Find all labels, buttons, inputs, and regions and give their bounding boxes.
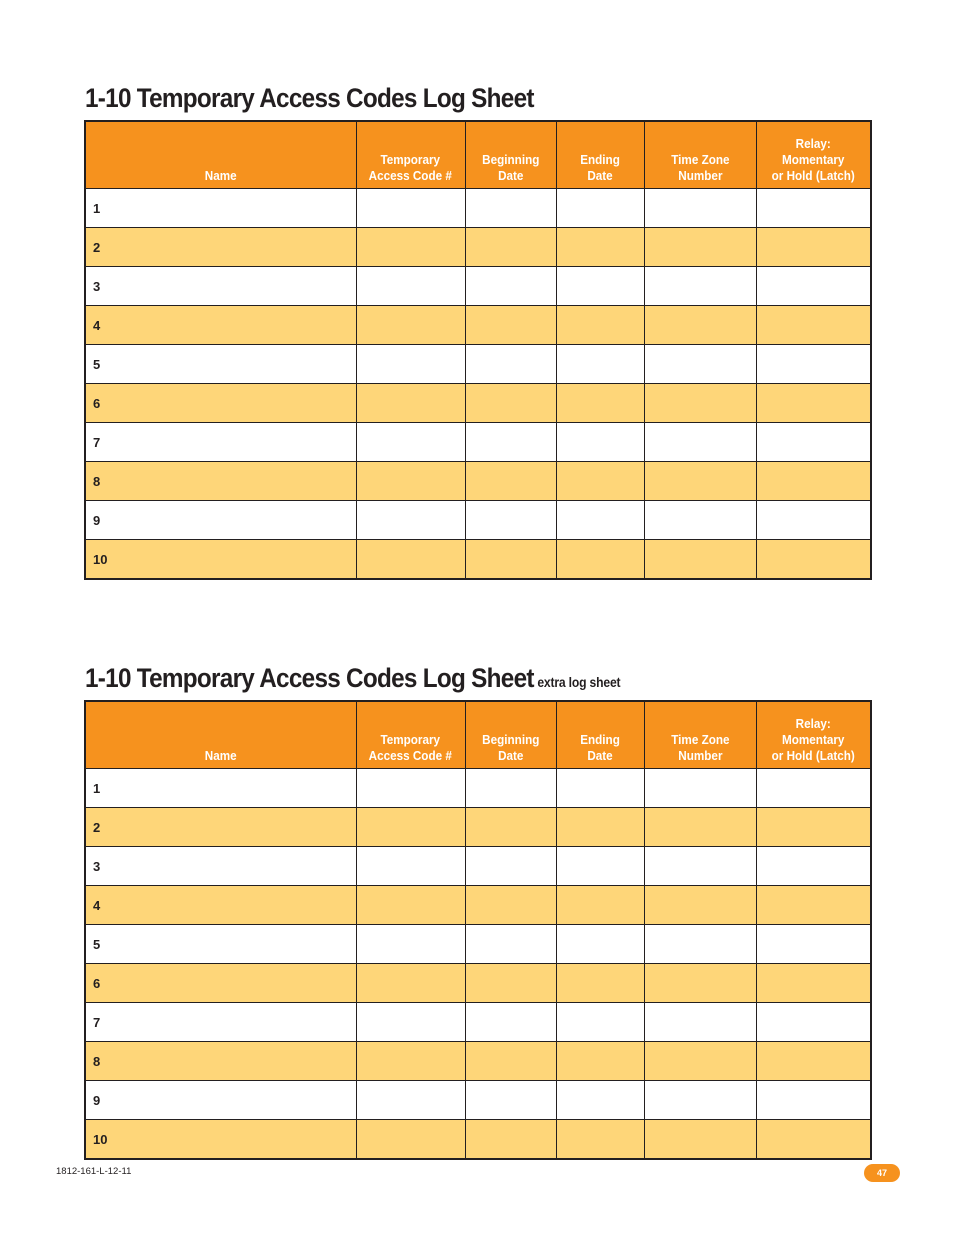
table-cell (465, 1081, 556, 1120)
table-cell (465, 1003, 556, 1042)
table-cell (465, 267, 556, 306)
table-row (85, 228, 871, 267)
table-cell (556, 964, 644, 1003)
sheet-subtitle: extra log sheet (537, 675, 621, 690)
table-cell (644, 345, 756, 384)
table-cell (756, 964, 871, 1003)
table-cell (465, 345, 556, 384)
table-row (85, 501, 871, 540)
table-cell (356, 462, 465, 501)
table-cell (644, 540, 756, 580)
table-cell (465, 886, 556, 925)
column-header-label: Relay: Momentary or Hold (Latch) (771, 716, 855, 763)
column-header (85, 701, 356, 769)
table-cell (356, 808, 465, 847)
table-cell (556, 384, 644, 423)
table-cell (556, 808, 644, 847)
table-cell (644, 1120, 756, 1160)
table-cell (644, 847, 756, 886)
table-cell (556, 769, 644, 808)
table-row (85, 462, 871, 501)
table-cell (644, 886, 756, 925)
table-row (85, 423, 871, 462)
row-number: 2 (85, 808, 356, 847)
table-cell (756, 462, 871, 501)
table-cell (644, 189, 756, 228)
table-cell (356, 384, 465, 423)
table-row (85, 384, 871, 423)
row-number: 10 (85, 540, 356, 580)
table-cell (465, 462, 556, 501)
table-row (85, 1042, 871, 1081)
table-cell (556, 423, 644, 462)
log-table-extra (84, 700, 872, 1160)
column-header (356, 701, 465, 769)
table-row (85, 808, 871, 847)
header-row (85, 121, 871, 189)
column-header-label: Temporary Access Code # (368, 152, 453, 183)
column-header (556, 121, 644, 189)
column-header-label: Name (204, 748, 237, 763)
table-row (85, 886, 871, 925)
table-cell (356, 1120, 465, 1160)
column-header-label: Temporary Access Code # (368, 732, 453, 763)
table-row (85, 267, 871, 306)
column-header-label: Beginning Date (481, 152, 540, 183)
table-cell (556, 886, 644, 925)
row-number: 7 (85, 423, 356, 462)
table-cell (556, 345, 644, 384)
table-cell (465, 189, 556, 228)
table-row (85, 345, 871, 384)
table-cell (644, 1042, 756, 1081)
table-cell (556, 1003, 644, 1042)
table-cell (356, 964, 465, 1003)
table-cell (756, 1042, 871, 1081)
column-header-label: Time Zone Number (670, 732, 730, 763)
table-cell (465, 540, 556, 580)
column-header-label: Ending Date (580, 732, 620, 763)
row-number: 5 (85, 345, 356, 384)
table-row (85, 925, 871, 964)
table-cell (356, 540, 465, 580)
table-row (85, 964, 871, 1003)
table-cell (465, 306, 556, 345)
column-header-label: Beginning Date (481, 732, 540, 763)
table-cell (644, 384, 756, 423)
column-header (644, 701, 756, 769)
table-cell (356, 501, 465, 540)
row-number: 4 (85, 886, 356, 925)
table-cell (465, 925, 556, 964)
table-row (85, 306, 871, 345)
table-cell (756, 267, 871, 306)
column-header-label: Ending Date (580, 152, 620, 183)
table-cell (465, 847, 556, 886)
row-number: 7 (85, 1003, 356, 1042)
table-cell (644, 462, 756, 501)
table-cell (356, 769, 465, 808)
table-row (85, 1003, 871, 1042)
table-cell (556, 189, 644, 228)
table-cell (556, 1042, 644, 1081)
document-code: 1812-161-L-12-11 (56, 1166, 132, 1177)
table-cell (644, 808, 756, 847)
table-cell (556, 228, 644, 267)
table-cell (756, 847, 871, 886)
table-cell (356, 267, 465, 306)
sheet-title-text: 1-10 Temporary Access Codes Log Sheet (85, 663, 534, 693)
table-cell (356, 423, 465, 462)
table-row (85, 189, 871, 228)
column-header (756, 121, 871, 189)
table-cell (756, 228, 871, 267)
table-cell (556, 925, 644, 964)
table-cell (465, 964, 556, 1003)
log-sheet-title (85, 82, 534, 114)
column-header-label: Name (204, 168, 237, 183)
table-row (85, 540, 871, 580)
table-cell (556, 1081, 644, 1120)
row-number: 2 (85, 228, 356, 267)
table-cell (556, 847, 644, 886)
row-number: 3 (85, 267, 356, 306)
table-cell (756, 925, 871, 964)
table-cell (756, 808, 871, 847)
table-cell (356, 1081, 465, 1120)
table-cell (756, 306, 871, 345)
column-header-label: Time Zone Number (670, 152, 730, 183)
column-header (644, 121, 756, 189)
table-cell (356, 306, 465, 345)
table-cell (756, 1003, 871, 1042)
row-number: 1 (85, 189, 356, 228)
table-cell (644, 423, 756, 462)
log-table (84, 120, 872, 580)
table-cell (465, 423, 556, 462)
table-cell (756, 1120, 871, 1160)
table-cell (465, 808, 556, 847)
table-cell (465, 228, 556, 267)
table-cell (356, 886, 465, 925)
table-cell (356, 925, 465, 964)
table-cell (644, 1003, 756, 1042)
row-number: 9 (85, 501, 356, 540)
column-header (465, 701, 556, 769)
row-number: 4 (85, 306, 356, 345)
table-cell (356, 228, 465, 267)
table-cell (644, 925, 756, 964)
row-number: 8 (85, 1042, 356, 1081)
table-row (85, 769, 871, 808)
table-cell (556, 267, 644, 306)
table-row (85, 847, 871, 886)
table-cell (356, 1003, 465, 1042)
table-cell (756, 345, 871, 384)
log-sheet-title-extra (85, 662, 620, 699)
table-cell (465, 1120, 556, 1160)
table-cell (756, 886, 871, 925)
row-number: 6 (85, 964, 356, 1003)
table-cell (644, 501, 756, 540)
table-cell (465, 384, 556, 423)
table-cell (356, 189, 465, 228)
row-number: 1 (85, 769, 356, 808)
row-number: 8 (85, 462, 356, 501)
page-number-badge: 47 (864, 1164, 900, 1182)
header-row (85, 701, 871, 769)
table-cell (556, 501, 644, 540)
table-row (85, 1081, 871, 1120)
row-number: 10 (85, 1120, 356, 1160)
table-row (85, 1120, 871, 1160)
table-cell (644, 964, 756, 1003)
table-cell (465, 1042, 556, 1081)
table-cell (556, 306, 644, 345)
table-cell (556, 462, 644, 501)
table-cell (356, 1042, 465, 1081)
table-cell (644, 267, 756, 306)
row-number: 6 (85, 384, 356, 423)
column-header (85, 121, 356, 189)
table-cell (356, 345, 465, 384)
table-cell (356, 847, 465, 886)
table-cell (644, 1081, 756, 1120)
table-cell (756, 501, 871, 540)
column-header (556, 701, 644, 769)
table-cell (756, 423, 871, 462)
row-number: 3 (85, 847, 356, 886)
row-number: 9 (85, 1081, 356, 1120)
table-cell (644, 306, 756, 345)
table-cell (756, 540, 871, 580)
column-header (356, 121, 465, 189)
column-header-label: Relay: Momentary or Hold (Latch) (771, 136, 855, 183)
table-cell (644, 769, 756, 808)
table-cell (756, 384, 871, 423)
table-cell (556, 540, 644, 580)
table-cell (756, 189, 871, 228)
column-header (465, 121, 556, 189)
column-header (756, 701, 871, 769)
table-cell (756, 1081, 871, 1120)
table-cell (644, 228, 756, 267)
table-cell (465, 501, 556, 540)
table-cell (556, 1120, 644, 1160)
row-number: 5 (85, 925, 356, 964)
table-cell (465, 769, 556, 808)
table-cell (756, 769, 871, 808)
sheet-title-text: 1-10 Temporary Access Codes Log Sheet (85, 83, 534, 113)
